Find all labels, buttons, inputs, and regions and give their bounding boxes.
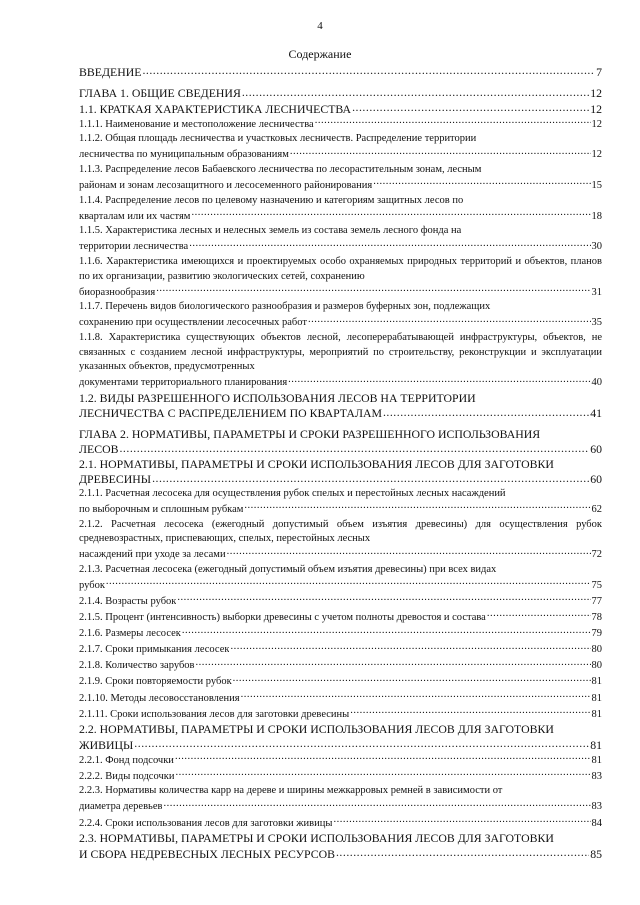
toc-entry-text: 2.1. НОРМАТИВЫ, ПАРАМЕТРЫ И СРОКИ ИСПОЛЬЗОВАНИЯ ЛЕСОВ ДЛЯ ЗАГОТОВКИ (79, 456, 554, 471)
dot-leader (233, 674, 591, 685)
toc-entry-text: 2.1.6. Размеры лесосек (79, 628, 181, 640)
dot-leader (227, 547, 591, 558)
toc-entry-text: 2.1.10. Методы лесовосстановления (79, 692, 240, 704)
toc-entry[interactable] (79, 815, 602, 831)
toc-entry[interactable] (79, 64, 602, 79)
dot-leader (163, 799, 590, 810)
toc-entry-text: сохранению при осуществлении лесосечных работ (79, 317, 307, 329)
toc-entry-text: ЖИВИЦЫ (79, 737, 134, 752)
dot-leader (230, 642, 590, 653)
toc-page-number: 12 (591, 149, 602, 161)
toc-entry[interactable] (79, 658, 602, 674)
toc-entry-text: рубок (79, 579, 105, 591)
toc-entry-text: ДРЕВЕСИНЫ (79, 472, 152, 487)
toc-page-number: 72 (591, 549, 602, 561)
toc-page-number: 12 (590, 101, 602, 116)
toc-page-number: 83 (591, 801, 602, 813)
toc-entry[interactable] (79, 194, 602, 225)
dot-leader (119, 441, 589, 453)
toc-entry-text: 2.2. НОРМАТИВЫ, ПАРАМЕТРЫ И СРОКИ ИСПОЛЬЗОВАНИЯ ЛЕСОВ ДЛЯ ЗАГОТОВКИ (79, 722, 554, 737)
dot-leader (191, 208, 590, 219)
toc-entry-text: 2.1.11. Сроки использования лесов для заготовки древесины (79, 708, 350, 720)
toc-entry-text: 1.1.2. Общая площадь лесничества и участковых лесничеств. Распределение территории (79, 133, 477, 145)
toc-entry[interactable] (79, 690, 602, 706)
toc-entry[interactable] (79, 593, 602, 609)
dot-leader (383, 405, 589, 417)
toc-entry[interactable] (79, 722, 602, 752)
toc-page-number: 62 (591, 503, 602, 515)
dot-leader (152, 471, 589, 483)
dot-leader (350, 706, 590, 717)
toc-entry[interactable] (79, 457, 602, 487)
toc-page-number: 12 (590, 86, 602, 101)
toc-entry[interactable] (79, 300, 602, 331)
toc-entry[interactable] (79, 768, 602, 784)
toc-entry-text: 2.1.5. Процент (интенсивность) выборки древесины с учетом полноты древостоя и состава (79, 612, 486, 624)
toc-entry[interactable] (79, 626, 602, 642)
toc-entry-text: ЛЕСНИЧЕСТВА С РАСПРЕДЕЛЕНИЕМ ПО КВАРТАЛАМ (79, 406, 382, 421)
toc-page-number: 80 (591, 660, 602, 672)
toc-page-number: 30 (591, 241, 602, 253)
toc-entry-text: территории лесничества (79, 241, 189, 253)
toc-entry[interactable] (79, 674, 602, 690)
dot-leader (177, 593, 590, 604)
toc-entry[interactable] (79, 642, 602, 658)
toc-page-number: 81 (591, 676, 602, 688)
toc-entry-text: ЛЕСОВ (79, 442, 119, 457)
toc-title: Содержание (288, 47, 352, 61)
toc-page-number: 60 (590, 442, 602, 457)
toc-entry-text: И СБОРА НЕДРЕВЕСНЫХ ЛЕСНЫХ РЕСУРСОВ (79, 846, 335, 861)
toc-entry-text: ВВЕДЕНИЕ (79, 64, 142, 79)
toc-entry[interactable] (79, 610, 602, 626)
dot-leader (241, 690, 591, 701)
toc-page-number: 75 (591, 579, 602, 591)
dot-leader (373, 178, 590, 189)
toc-entry-text: 2.2.3. Нормативы количества карр на дереве и ширины межкарровых ремней в зависимости от (79, 785, 503, 797)
toc-entry[interactable] (79, 831, 602, 861)
dot-leader (196, 658, 591, 669)
toc-entry-text: 1.1.1. Наименование и местоположение лесничества (79, 118, 314, 130)
dot-leader (189, 239, 590, 250)
toc-page-number: 18 (591, 210, 602, 222)
toc-page-number: 83 (591, 770, 602, 782)
toc-page-number: 85 (590, 846, 602, 861)
toc-page-number: 35 (591, 317, 602, 329)
toc-entry[interactable] (79, 427, 602, 457)
dot-leader (182, 626, 591, 637)
dot-leader (288, 375, 590, 386)
toc-entry[interactable] (79, 706, 602, 722)
toc-entry-text: 1.1.7. Перечень видов биологического разнообразия и размеров буферных зон, подлежащих (79, 301, 491, 313)
toc-entry-text: 2.2.4. Сроки использования лесов для заготовки живицы (79, 817, 333, 829)
dot-leader (142, 64, 595, 76)
toc-entry-text: кварталам или их частям (79, 210, 191, 222)
toc-entry[interactable] (79, 752, 602, 768)
toc-entry-text: биоразнообразия (79, 286, 156, 298)
toc-entry-text: 2.1.9. Сроки повторяемости рубок (79, 676, 232, 688)
toc-page-number: 81 (591, 754, 602, 766)
toc-page-number: 79 (591, 628, 602, 640)
toc-entry-text: 1.1.5. Характеристика лесных и нелесных земель из состава земель лесного фонда на (79, 225, 462, 237)
dot-leader (244, 501, 590, 512)
dot-leader (106, 577, 591, 588)
toc-entry-text: 2.1.7. Сроки примыкания лесосек (79, 644, 230, 656)
toc-entry[interactable] (79, 391, 602, 421)
toc-page-number: 81 (591, 692, 602, 704)
toc-entry-text: 1.2. ВИДЫ РАЗРЕШЕННОГО ИСПОЛЬЗОВАНИЯ ЛЕСОВ НА ТЕРРИТОРИИ (79, 390, 476, 405)
toc-page-number: 41 (590, 406, 602, 421)
toc-entry[interactable] (79, 85, 602, 100)
dot-leader (333, 815, 590, 826)
toc-page-number: 7 (596, 64, 602, 79)
dot-leader (487, 610, 591, 621)
toc-entry-text: 2.3. НОРМАТИВЫ, ПАРАМЕТРЫ И СРОКИ ИСПОЛЬЗОВАНИЯ ЛЕСОВ ДЛЯ ЗАГОТОВКИ (79, 831, 554, 846)
toc-page-number: 81 (591, 708, 602, 720)
toc-entry-text: ГЛАВА 1. ОБЩИЕ СВЕДЕНИЯ (79, 86, 241, 101)
toc-entry[interactable] (79, 255, 602, 300)
page-number: 4 (317, 20, 323, 32)
toc-entry[interactable] (79, 101, 602, 116)
dot-leader (336, 846, 589, 858)
toc-page-number: 78 (591, 612, 602, 624)
toc-entry[interactable] (79, 132, 602, 163)
toc-page-number: 77 (591, 595, 602, 607)
toc-page-number: 84 (591, 817, 602, 829)
toc-entry-text: 1.1.3. Распределение лесов Бабаевского лесничества по лесорастительным зонам, лесным (79, 163, 482, 175)
toc-entry-text: диаметра деревьев (79, 801, 163, 813)
toc-entry[interactable] (79, 487, 602, 518)
dot-leader (156, 284, 590, 295)
toc-page-number: 80 (591, 644, 602, 656)
dot-leader (308, 315, 591, 326)
toc-entry[interactable] (79, 518, 602, 563)
dot-leader (134, 737, 589, 749)
dot-leader (290, 147, 591, 158)
toc-page-number: 15 (591, 180, 602, 192)
dot-leader (315, 116, 591, 127)
toc-entry-text: 2.1.1. Расчетная лесосека для осуществления рубок спелых и перестойных лесных насаждений (79, 487, 506, 499)
toc-entry-text: 2.1.4. Возрасты рубок (79, 595, 177, 607)
toc-entry-text: ГЛАВА 2. НОРМАТИВЫ, ПАРАМЕТРЫ И СРОКИ РАЗРЕШЕННОГО ИСПОЛЬЗОВАНИЯ (79, 426, 541, 441)
toc-entry[interactable] (79, 331, 602, 391)
toc-entry[interactable] (79, 163, 602, 194)
toc-entry-text: по выборочным и сплошным рубкам (79, 503, 244, 515)
toc-entry-text: 2.1.8. Количество зарубов (79, 660, 195, 672)
toc-page-number: 81 (590, 737, 602, 752)
toc-page-number: 12 (591, 118, 602, 130)
toc-entry-text: лесничества по муниципальным образованиям (79, 149, 289, 161)
toc-entry[interactable] (79, 784, 602, 815)
table-of-contents (79, 64, 602, 861)
dot-leader (175, 752, 591, 763)
toc-entry-text: 2.1.2. Расчетная лесосека (ежегодный допустимый объем изъятия древесины) для осуществления рубок средневозрастных, приспевающих, спелых, перестойных лесных (79, 518, 602, 545)
toc-entry-text: 1.1. КРАТКАЯ ХАРАКТЕРИСТИКА ЛЕСНИЧЕСТВА (79, 101, 352, 116)
toc-entry-text: районам и зонам лесозащитного и лесосеменного районирования (79, 180, 373, 192)
toc-entry-text: 1.1.4. Распределение лесов по целевому назначению и категориям защитных лесов по (79, 194, 464, 206)
dot-leader (175, 768, 590, 779)
toc-page-number: 31 (591, 286, 602, 298)
toc-entry-text: 1.1.8. Характеристика существующих объектов лесной, лесоперерабатывающей инфраструктуры, объектов, не связанных с созданием лесной инфраструктуры, мероприятий по строительству, реконструкции и эксплуатации указанных объектов, предусмотренных (79, 331, 602, 373)
toc-entry[interactable] (79, 224, 602, 255)
toc-entry-text: 2.1.3. Расчетная лесосека (ежегодный допустимый объем изъятия древесины) при всех видах (79, 563, 497, 575)
toc-entry[interactable] (79, 563, 602, 594)
dot-leader (352, 101, 589, 113)
toc-entry-text: насаждений при уходе за лесами (79, 549, 226, 561)
toc-page-number: 40 (591, 377, 602, 389)
toc-entry-text: документами территориального планирования (79, 377, 288, 389)
dot-leader (242, 85, 589, 97)
toc-entry-text: 2.2.2. Виды подсочки (79, 770, 175, 782)
toc-entry-text: 2.2.1. Фонд подсочки (79, 754, 174, 766)
toc-page-number: 60 (590, 472, 602, 487)
toc-entry[interactable] (79, 116, 602, 132)
toc-entry-text: 1.1.6. Характеристика имеющихся и проектируемых особо охраняемых природных территорий и объектов, планов по их организации, развитию экологических сетей, сохранению (79, 256, 602, 282)
